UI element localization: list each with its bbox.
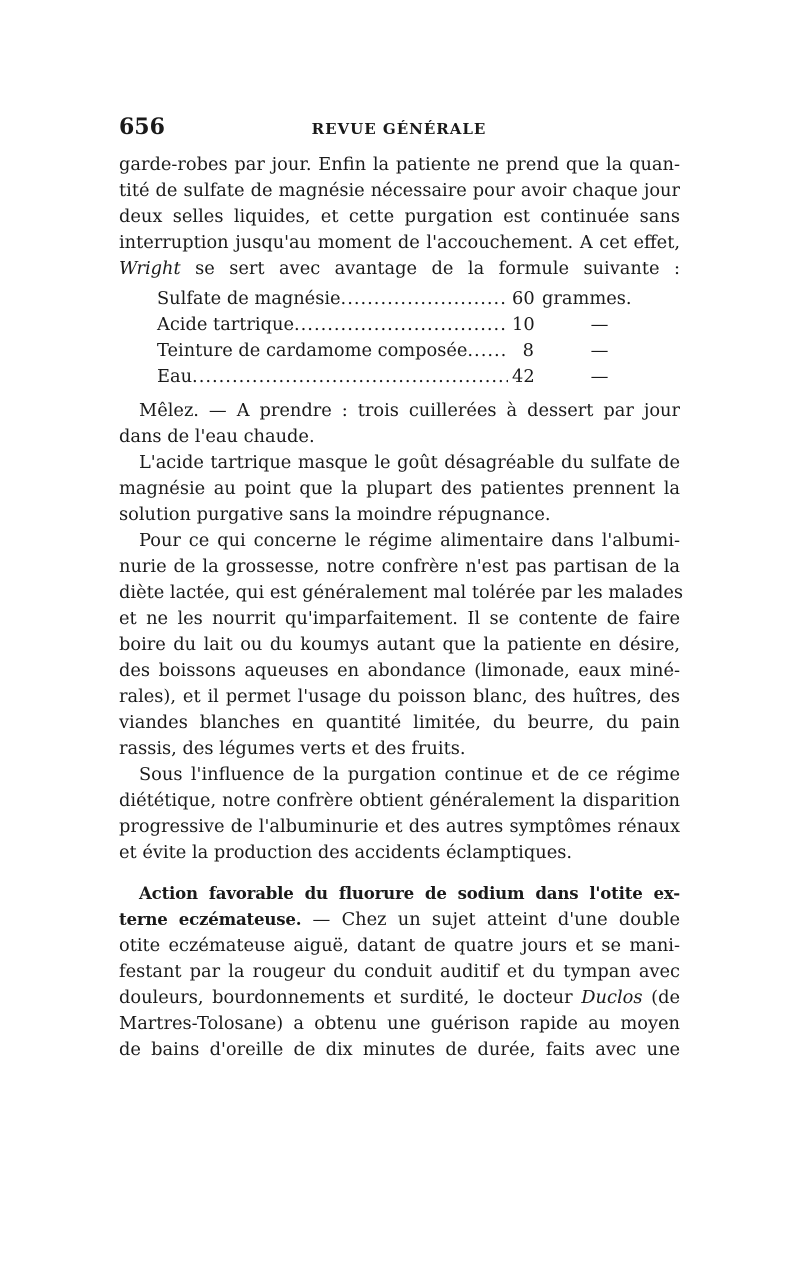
text-line: interruption jusqu'au moment de l'accouchement. A cet effet, [119,232,680,253]
text-line: otite eczémateuse aiguë, datant de quatre jours et se mani- [119,935,680,956]
dot-leader [341,286,508,312]
text-line: dans de l'eau chaude. [119,426,315,447]
text-line: boire du lait ou du koumys autant que la patiente en désire, [119,634,680,655]
text-line [119,906,680,933]
section-title: terne eczémateuse. [119,909,302,929]
text-line: L'acide tartrique masque le goût désagréable du sulfate de [139,452,680,473]
text-line: Martres-Tolosane) a obtenu une guérison rapide au moyen [119,1013,680,1034]
text-line: diète lactée, qui est généralement mal tolérée par les malades [119,582,684,603]
running-title: REVUE GÉNÉRALE [311,120,487,138]
text-line: garde-robes par jour. Enfin la patiente ne prend que la quan- [119,154,680,175]
formula-ingredient: Teinture de cardamome composée [157,340,468,361]
formula-row [157,338,657,364]
text-line: solution purgative sans la moindre répugnance. [119,504,551,525]
text-line: diététique, notre confrère obtient généralement la disparition [119,790,680,811]
text-line: tité de sulfate de magnésie nécessaire pour avoir chaque jour [119,180,680,201]
formula-ingredient: Eau [157,366,193,387]
formula-unit: — [590,314,609,335]
text-line: et ne les nourrit qu'imparfaitement. Il se contente de faire [119,608,680,629]
formula-row [157,286,657,312]
text-line: deux selles liquides, et cette purgation est continuée sans [119,206,680,227]
formula-row [157,364,657,390]
text-line: rales), et il permet l'usage du poisson blanc, des huîtres, des [119,686,680,707]
paragraph-1 [119,152,680,282]
section-otite [119,880,680,1063]
formula-quantity: 10 [512,314,535,335]
section-spacer [119,866,680,880]
text-line: Mêlez. — A prendre : trois cuillerées à dessert par jour [139,400,680,421]
formula-table [157,286,657,390]
paragraph-5 [119,762,680,866]
author-name: Wright [119,258,181,279]
page-number: 656 [119,114,165,140]
text-line: de bains d'oreille de dix minutes de durée, faits avec une [119,1039,680,1060]
text-line: viandes blanches en quantité limitée, du beurre, du pain [119,712,680,733]
page-header [119,114,679,144]
text-line: Sous l'influence de la purgation continue et de ce régime [139,764,680,785]
text-line: rassis, des légumes verts et des fruits. [119,738,466,759]
formula-ingredient: Sulfate de magnésie [157,288,341,309]
text-line: des boissons aqueuses en abondance (limonade, eaux miné- [119,660,680,681]
text-line: magnésie au point que la plupart des patientes prennent la [119,478,680,499]
text-line: et évite la production des accidents éclamptiques. [119,842,573,863]
text-line [119,985,680,1011]
author-name: Duclos [581,987,643,1008]
body-text [119,152,684,1063]
paragraph-2 [119,398,680,450]
formula-ingredient: Acide tartrique [157,314,294,335]
formula-quantity: 42 [512,366,535,387]
formula-unit: — [590,340,609,361]
text-line: Pour ce qui concerne le régime alimentaire dans l'albumi- [139,530,680,551]
text-segment: (de [642,987,680,1008]
dot-leader [467,338,508,364]
formula-unit: grammes. [542,288,632,309]
text-segment: douleurs, bourdonnements et surdité, le docteur [119,987,582,1008]
text-line [119,256,680,282]
paragraph-4 [119,528,684,762]
formula-quantity: 60 [512,288,535,309]
text-line: nurie de la grossesse, notre confrère n'est pas partisan de la [119,556,680,577]
formula-row [157,312,657,338]
formula-unit: — [590,366,609,387]
text-line: progressive de l'albuminurie et des autres symptômes rénaux [119,816,680,837]
text-line: festant par la rougeur du conduit auditif et du tympan avec [119,961,680,982]
formula-quantity: 8 [522,340,534,361]
paragraph-3 [119,450,680,528]
text-segment: — Chez un sujet atteint d'une double [301,909,680,930]
section-title: Action favorable du fluorure de sodium dans l'otite ex- [139,883,680,903]
dot-leader [192,364,508,390]
text-segment: se sert avec avantage de la formule suivante : [180,258,680,279]
dot-leader [294,312,508,338]
